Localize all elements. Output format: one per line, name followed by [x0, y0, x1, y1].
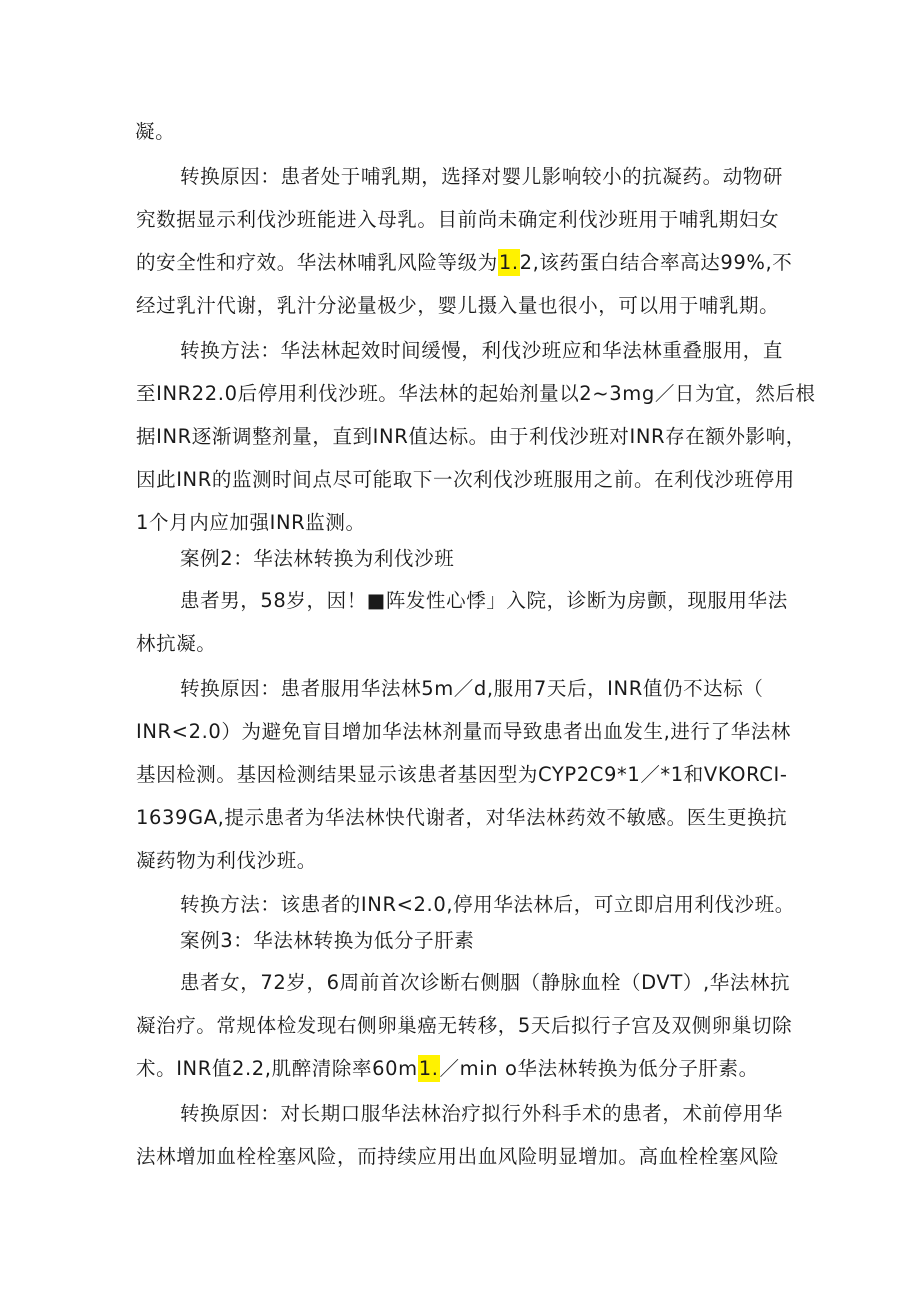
text-line: 患者女，72岁，6周前首次诊断右侧胭（静脉血栓（DVT）,华法林抗: [180, 971, 791, 994]
text-line: 1个月内应加强INR监测。: [136, 511, 366, 534]
text-line: 法林增加血栓栓塞风险，而持续应用出血风险明显增加。高血栓栓塞风险: [136, 1145, 780, 1168]
text-line: 的安全性和疗效。华法林哺乳风险等级为1.2,该药蛋白结合率高达99%,不: [136, 251, 793, 274]
text-line: 基因检测。基因检测结果显示该患者基因型为CYP2C9*1／*1和VKORCI-: [136, 763, 788, 786]
text-line: 林抗凝。: [136, 632, 217, 655]
text-line: 转换方法：华法林起效时间缓慢，利伐沙班应和华法林重叠服用，直: [180, 339, 784, 362]
text-line: 据INR逐渐调整剂量，直到INR值达标。由于利伐沙班对INR存在额外影响，: [136, 425, 806, 448]
text-line: 凝治疗。常规体检发现右侧卵巢癌无转移，5天后拟行子宫及双侧卵巢切除: [136, 1014, 793, 1037]
text-line: 凝药物为利伐沙班。: [136, 849, 317, 872]
text-line: 转换原因：对长期口服华法林治疗拟行外科手术的患者，术前停用华: [180, 1102, 784, 1125]
text-line: 转换方法：该患者的INR<2.0,停用华法林后，可立即启用利伐沙班。: [180, 893, 795, 916]
text-line: 至INR22.0后停用利伐沙班。华法林的起始剂量以2~3mg／日为宜，然后根: [136, 382, 816, 405]
text-line: 转换原因：患者服用华法林5m／d,服用7天后，INR值仍不达标（: [180, 677, 764, 700]
case-heading: 案例3：华法林转换为低分子肝素: [180, 929, 475, 952]
text-line: 究数据显示利伐沙班能进入母乳。目前尚未确定利伐沙班用于哺乳期妇女: [136, 208, 780, 231]
text-line: 转换原因：患者处于哺乳期，选择对婴儿影响较小的抗凝药。动物研: [180, 165, 784, 188]
text-line: 因此INR的监测时间点尽可能取下一次利伐沙班服用之前。在利伐沙班停用: [136, 468, 795, 491]
text-line: 1639GA,提示患者为华法林快代谢者，对华法林药效不敏感。医生更换抗: [136, 806, 788, 829]
text-line: 患者男，58岁，因！■阵发性心悸」入院，诊断为房颤，现服用华法: [180, 589, 788, 612]
case-heading: 案例2：华法林转换为利伐沙班: [180, 547, 455, 570]
highlight: 1.: [498, 251, 519, 274]
highlight: 1.: [418, 1057, 439, 1080]
text-line: 术。INR值2.2,肌醉清除率60m1.／min o华法林转换为低分子肝素。: [136, 1057, 759, 1080]
text-line: 凝。: [135, 120, 176, 143]
text-line: 经过乳汁代谢，乳汁分泌量极少，婴儿摄入量也很小，可以用于哺乳期。: [136, 294, 780, 317]
text-line: INR<2.0）为避免盲目增加华法林剂量而导致患者出血发生,进行了华法林: [136, 720, 792, 743]
